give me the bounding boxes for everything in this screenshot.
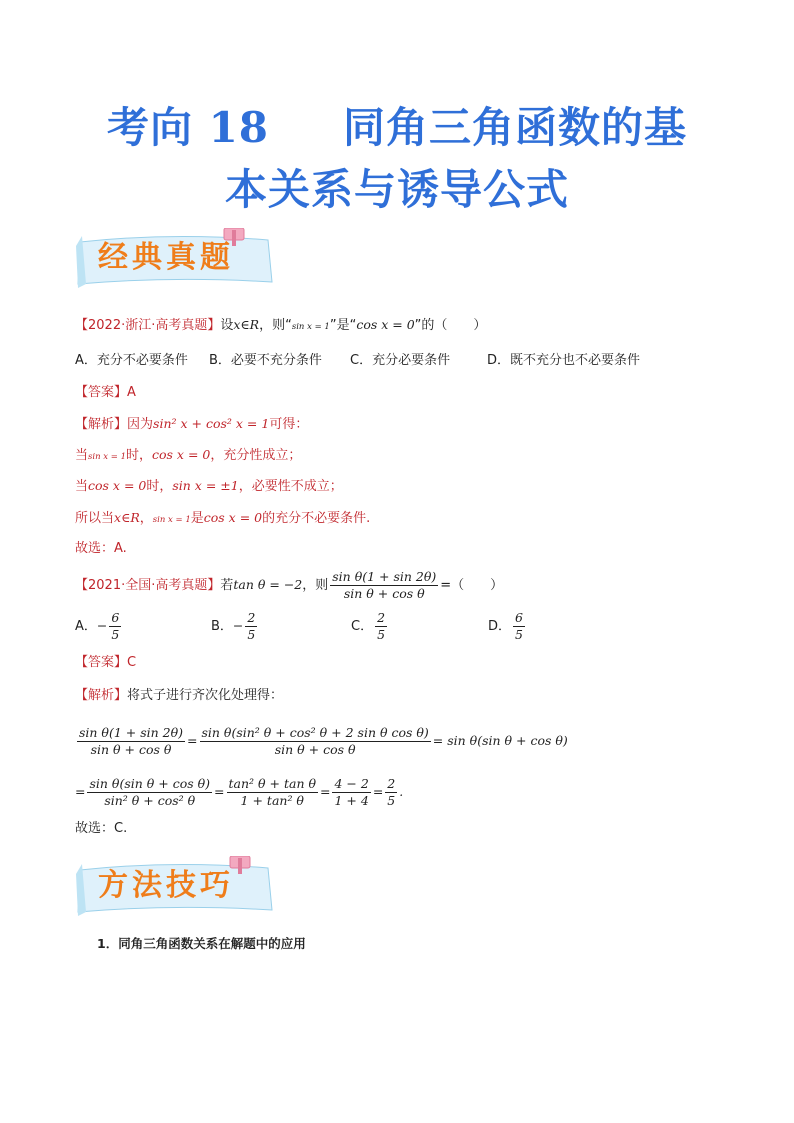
eq2-a-den: sin² θ + cos² θ — [104, 793, 196, 808]
q2-option-c-num: 2 — [377, 610, 386, 625]
q1-conclusion: 故选：A. — [75, 541, 127, 556]
q1-condition-p: sin x = 1 — [291, 322, 330, 332]
q1-analysis-text: 可得： — [269, 417, 309, 432]
q2-option-d-den: 5 — [515, 627, 523, 642]
q2-option-b-label: B． — [211, 619, 233, 634]
q1-stem-text2: ，则“ — [259, 318, 292, 333]
q1-math: x∈R — [114, 510, 140, 525]
method-heading-1: 1．同角三角函数关系在解题中的应用 — [97, 936, 306, 951]
q2-analysis-tag: 【解析】 — [75, 688, 128, 703]
eq1-right: = sin θ(sin θ + cos θ) — [432, 733, 568, 748]
eq2-d-den: 5 — [387, 793, 396, 808]
q1-analysis-text: 时， — [126, 448, 153, 463]
q1-analysis-text: 当 — [75, 448, 89, 463]
q2-answer-tag: 【答案】 — [75, 655, 128, 670]
q2-analysis-text: 将式子进行齐次化处理得： — [127, 688, 284, 703]
eq2-a-num: sin θ(sin θ + cos θ) — [89, 776, 211, 791]
q1-analysis-1 — [75, 414, 308, 435]
q1-math: cos x = 0 — [203, 510, 263, 525]
eq1-middle — [200, 725, 431, 758]
q2-source: 【2021·全国·高考真题】 — [75, 578, 221, 593]
eq1-left-den: sin θ + cos θ — [90, 742, 172, 757]
q1-analysis-text: ，必要性不成立； — [238, 479, 343, 494]
q1-stem-end: ”的（ ） — [414, 318, 487, 333]
q2-fraction-num: sin θ(1 + sin 2θ) — [332, 569, 437, 584]
q1-analysis-tag: 【解析】 — [75, 417, 128, 432]
q2-option-b-frac — [245, 610, 257, 643]
title-topic-number: 考向 18 — [106, 103, 270, 152]
q1-analysis-4 — [75, 508, 370, 530]
q1-analysis-text: ，充分性成立； — [210, 448, 302, 463]
page-title-line1 — [0, 100, 794, 156]
q1-math: cos x = 0 — [88, 478, 147, 493]
banner-method-label: 方法技巧 — [98, 868, 234, 903]
q1-condition-q: cos x = 0 — [356, 317, 415, 332]
eq1-left — [77, 725, 185, 758]
q1-answer-value: A — [127, 385, 136, 400]
eq2-c-den: 1 + 4 — [334, 793, 369, 808]
q1-stem — [75, 315, 486, 337]
q1-analysis-text: 是 — [190, 511, 204, 526]
banner-classic — [72, 228, 282, 290]
q1-option-d: D．既不充分也不必要条件 — [487, 353, 641, 368]
q2-option-a-den: 5 — [111, 627, 120, 642]
q2-option-b-sign: − — [232, 618, 244, 633]
q2-option-c-label: C． — [351, 619, 374, 634]
q1-analysis-text: 当 — [75, 479, 89, 494]
title-text-part1: 同角三角函数的基 — [343, 103, 688, 152]
q2-fraction-den: sin θ + cos θ — [343, 586, 425, 601]
q2-condition: tan θ = −2 — [233, 577, 303, 592]
q1-identity: sin² x + cos² x = 1 — [153, 416, 270, 431]
q1-option-c: C．充分必要条件 — [350, 353, 451, 368]
q1-math: sin x = 1 — [88, 452, 126, 462]
q2-stem-text: ，则 — [302, 578, 329, 593]
q1-analysis-text: ， — [139, 511, 153, 526]
q2-option-b — [211, 607, 351, 646]
q2-option-a-num: 6 — [111, 610, 120, 625]
eq2-d-num: 2 — [387, 776, 396, 791]
q1-analysis-text: 因为 — [127, 417, 154, 432]
q2-equation-1: $\frac{\text{sin θ(1 + sin 2θ)}}{\text{sin θ + cos θ}}$ = $\frac{\text{sin θ(sin² θ + cos² θ + 2 sin θ cos θ)}}{\text{sin θ + cos θ}}$ = sin θ(sin θ + cos θ) — [79, 725, 568, 757]
q2-conclusion: 故选：C. — [75, 821, 128, 836]
q2-analysis — [75, 686, 283, 706]
q2-option-a — [75, 607, 211, 646]
q2-option-a-frac — [109, 610, 121, 643]
q2-option-b-den: 5 — [247, 627, 256, 642]
q2-option-d-frac — [513, 610, 525, 643]
q1-option-b: B．必要不充分条件 — [209, 353, 322, 368]
q1-source: 【2022·浙江·高考真题】 — [75, 318, 221, 333]
q1-math: cos x = 0 — [152, 447, 211, 462]
q1-answer — [75, 383, 136, 403]
eq1-middle-num: sin θ(sin² θ + cos² θ + 2 sin θ cos θ) — [201, 725, 429, 740]
eq2-b-num: tan² θ + tan θ — [228, 776, 316, 791]
q1-options — [75, 351, 640, 371]
q1-cond-set: x∈R — [233, 317, 260, 332]
q2-options — [75, 607, 527, 646]
q1-analysis-text: 的充分不必要条件. — [262, 511, 371, 526]
eq2-a — [87, 776, 212, 809]
q1-analysis-text: 时， — [146, 479, 173, 494]
q1-math: sin x = 1 — [152, 515, 191, 525]
q2-option-c-den: 5 — [377, 627, 386, 642]
banner-classic-label: 经典真题 — [98, 240, 234, 275]
eq1-left-num: sin θ(1 + sin 2θ) — [79, 725, 184, 740]
q1-answer-tag: 【答案】 — [75, 385, 128, 400]
q2-option-c-frac — [375, 610, 387, 643]
q1-analysis-text: 所以当 — [75, 511, 115, 526]
eq1-middle-den: sin θ + cos θ — [274, 742, 356, 757]
q2-stem-text: 若 — [220, 578, 234, 593]
eq2-c-num: 4 − 2 — [334, 776, 369, 791]
eq2-d — [385, 776, 397, 809]
q2-option-d-num: 6 — [515, 610, 523, 625]
q2-stem — [75, 568, 503, 603]
q1-stem-text: 设 — [220, 318, 234, 333]
q2-option-b-num: 2 — [247, 610, 256, 625]
q2-answer — [75, 653, 136, 673]
q1-math: sin x = ±1 — [172, 478, 239, 493]
q2-stem-end: =（ ） — [440, 578, 504, 593]
eq2-c — [332, 776, 370, 809]
q2-answer-value: C — [127, 655, 137, 670]
q1-analysis-3 — [75, 476, 343, 497]
q2-option-c — [351, 607, 488, 646]
page-title-line2: 本关系与诱导公式 — [224, 165, 569, 214]
q2-option-a-label: A． — [75, 619, 97, 634]
q1-stem-text3: ”是“ — [329, 318, 357, 333]
q2-option-d-label: D． — [488, 619, 512, 634]
eq2-b-den: 1 + tan² θ — [240, 793, 304, 808]
banner-method — [72, 856, 282, 918]
q2-option-a-sign: − — [96, 618, 108, 633]
q1-option-a: A．充分不必要条件 — [75, 353, 188, 368]
q2-option-d — [488, 607, 527, 646]
q2-fraction — [330, 569, 438, 602]
q1-analysis-2 — [75, 445, 301, 467]
q2-equation-2: = $\frac{\text{sin θ(sin θ + cos θ)}}{\text{sin² θ + cos² θ}}$ = $\frac{\text{tan² θ + tan θ}}{\text{1 + tan² θ}}$ = $\frac{4 - 2}{1 + 4}$ = $\frac{2}{5}$ . — [75, 776, 404, 808]
eq2-b — [227, 776, 318, 809]
